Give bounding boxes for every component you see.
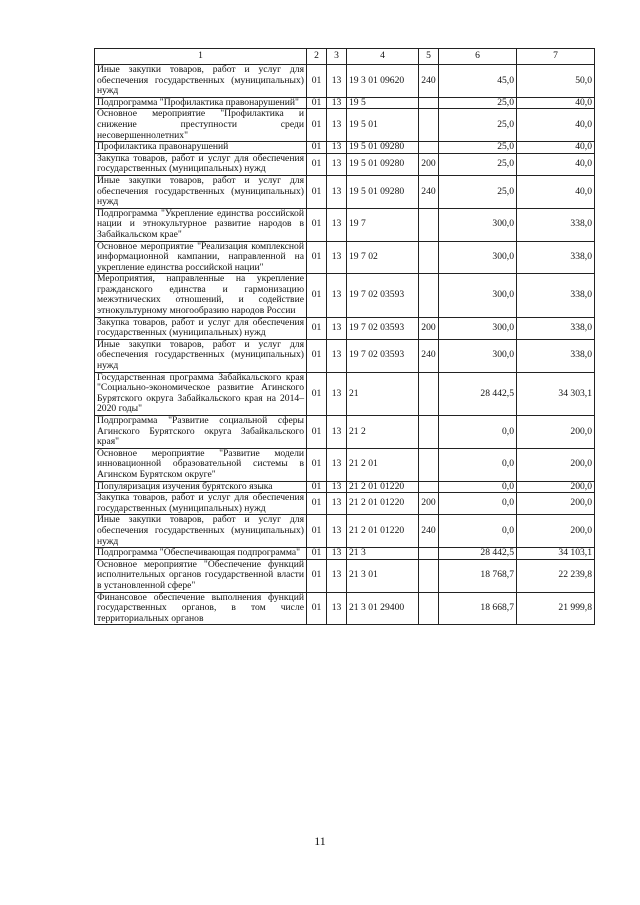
amount-col6-cell: 0,0 xyxy=(439,448,517,481)
expense-type-cell xyxy=(419,274,439,317)
row-name-cell: Популяризация изучения бурятского языка xyxy=(95,481,307,493)
row-name-cell: Подпрограмма "Обеспечивающая подпрограмма" xyxy=(95,548,307,560)
expense-type-cell xyxy=(419,481,439,493)
target-article-cell: 21 2 01 xyxy=(347,448,419,481)
section-code-cell: 01 xyxy=(307,241,327,274)
section-code-cell: 01 xyxy=(307,65,327,98)
section-code-cell: 01 xyxy=(307,493,327,515)
amount-col6-cell: 25,0 xyxy=(439,109,517,142)
amount-col6-cell: 0,0 xyxy=(439,493,517,515)
subsection-code-cell: 13 xyxy=(327,142,347,154)
subsection-code-cell: 13 xyxy=(327,448,347,481)
subsection-code-cell: 13 xyxy=(327,109,347,142)
target-article-cell: 21 3 01 29400 xyxy=(347,592,419,625)
target-article-cell: 19 5 xyxy=(347,97,419,109)
amount-col7-cell: 40,0 xyxy=(517,153,595,175)
expense-type-cell: 240 xyxy=(419,175,439,208)
amount-col7-cell: 200,0 xyxy=(517,481,595,493)
amount-col7-cell: 200,0 xyxy=(517,493,595,515)
row-name-cell: Закупка товаров, работ и услуг для обеспечения государственных (муниципальных) нужд xyxy=(95,317,307,339)
amount-col7-cell: 338,0 xyxy=(517,241,595,274)
row-name-cell: Закупка товаров, работ и услуг для обеспечения государственных (муниципальных) нужд xyxy=(95,493,307,515)
row-name-cell: Мероприятия, направленные на укрепление гражданского единства и гармонизацию межэтнических отношений, и содействие этнокультурному многообразию народов России xyxy=(95,274,307,317)
table-row xyxy=(95,416,595,449)
amount-col6-cell: 25,0 xyxy=(439,97,517,109)
amount-col7-cell: 34 303,1 xyxy=(517,372,595,415)
subsection-code-cell: 13 xyxy=(327,559,347,592)
section-code-cell: 01 xyxy=(307,208,327,241)
expense-type-cell xyxy=(419,97,439,109)
target-article-cell: 19 3 01 09620 xyxy=(347,65,419,98)
table-row xyxy=(95,153,595,175)
amount-col6-cell: 28 442,5 xyxy=(439,372,517,415)
amount-col6-cell: 0,0 xyxy=(439,481,517,493)
section-code-cell: 01 xyxy=(307,153,327,175)
section-code-cell: 01 xyxy=(307,274,327,317)
table-row xyxy=(95,274,595,317)
table-row xyxy=(95,317,595,339)
column-header: 1 xyxy=(95,49,307,65)
table-row xyxy=(95,515,595,548)
amount-col7-cell: 200,0 xyxy=(517,416,595,449)
section-code-cell: 01 xyxy=(307,592,327,625)
target-article-cell: 19 5 01 09280 xyxy=(347,175,419,208)
amount-col6-cell: 25,0 xyxy=(439,175,517,208)
section-code-cell: 01 xyxy=(307,448,327,481)
amount-col6-cell: 300,0 xyxy=(439,274,517,317)
subsection-code-cell: 13 xyxy=(327,493,347,515)
section-code-cell: 01 xyxy=(307,372,327,415)
table-body xyxy=(95,65,595,625)
subsection-code-cell: 13 xyxy=(327,241,347,274)
target-article-cell: 19 5 01 09280 xyxy=(347,153,419,175)
target-article-cell: 19 7 02 03593 xyxy=(347,317,419,339)
row-name-cell: Профилактика правонарушений xyxy=(95,142,307,154)
amount-col6-cell: 45,0 xyxy=(439,65,517,98)
subsection-code-cell: 13 xyxy=(327,65,347,98)
subsection-code-cell: 13 xyxy=(327,372,347,415)
row-name-cell: Подпрограмма "Развитие социальной сферы Агинского Бурятского округа Забайкальского края" xyxy=(95,416,307,449)
subsection-code-cell: 13 xyxy=(327,274,347,317)
table-row xyxy=(95,548,595,560)
table-row xyxy=(95,175,595,208)
expense-type-cell xyxy=(419,372,439,415)
amount-col6-cell: 28 442,5 xyxy=(439,548,517,560)
row-name-cell: Основное мероприятие "Реализация комплексной информационной кампании, направленной на укрепление единства российской нации" xyxy=(95,241,307,274)
target-article-cell: 19 7 02 03593 xyxy=(347,274,419,317)
target-article-cell: 19 7 02 xyxy=(347,241,419,274)
row-name-cell: Закупка товаров, работ и услуг для обеспечения государственных (муниципальных) нужд xyxy=(95,153,307,175)
target-article-cell: 19 7 xyxy=(347,208,419,241)
subsection-code-cell: 13 xyxy=(327,175,347,208)
subsection-code-cell: 13 xyxy=(327,339,347,372)
subsection-code-cell: 13 xyxy=(327,208,347,241)
expense-type-cell xyxy=(419,208,439,241)
amount-col7-cell: 40,0 xyxy=(517,109,595,142)
subsection-code-cell: 13 xyxy=(327,416,347,449)
table-row xyxy=(95,97,595,109)
row-name-cell: Финансовое обеспечение выполнения функций государственных органов, в том числе территориальных органов xyxy=(95,592,307,625)
subsection-code-cell: 13 xyxy=(327,592,347,625)
table-row xyxy=(95,339,595,372)
expense-type-cell: 240 xyxy=(419,339,439,372)
budget-table xyxy=(94,48,595,625)
amount-col7-cell: 200,0 xyxy=(517,448,595,481)
expense-type-cell xyxy=(419,592,439,625)
column-header: 5 xyxy=(419,49,439,65)
table-header-row xyxy=(95,49,595,65)
target-article-cell: 21 2 01 01220 xyxy=(347,493,419,515)
table-row xyxy=(95,208,595,241)
expense-type-cell xyxy=(419,416,439,449)
amount-col7-cell: 21 999,8 xyxy=(517,592,595,625)
amount-col7-cell: 40,0 xyxy=(517,175,595,208)
section-code-cell: 01 xyxy=(307,175,327,208)
amount-col7-cell: 34 103,1 xyxy=(517,548,595,560)
target-article-cell: 19 5 01 09280 xyxy=(347,142,419,154)
table-row xyxy=(95,592,595,625)
target-article-cell: 21 2 01 01220 xyxy=(347,515,419,548)
row-name-cell: Иные закупки товаров, работ и услуг для обеспечения государственных (муниципальных) нужд xyxy=(95,515,307,548)
amount-col6-cell: 25,0 xyxy=(439,153,517,175)
target-article-cell: 21 3 01 xyxy=(347,559,419,592)
amount-col7-cell: 40,0 xyxy=(517,142,595,154)
amount-col6-cell: 18 768,7 xyxy=(439,559,517,592)
amount-col6-cell: 18 668,7 xyxy=(439,592,517,625)
amount-col7-cell: 50,0 xyxy=(517,65,595,98)
table-row xyxy=(95,65,595,98)
target-article-cell: 19 5 01 xyxy=(347,109,419,142)
target-article-cell: 21 3 xyxy=(347,548,419,560)
table-row xyxy=(95,481,595,493)
subsection-code-cell: 13 xyxy=(327,481,347,493)
section-code-cell: 01 xyxy=(307,515,327,548)
section-code-cell: 01 xyxy=(307,548,327,560)
expense-type-cell: 200 xyxy=(419,493,439,515)
expense-type-cell xyxy=(419,448,439,481)
expense-type-cell xyxy=(419,548,439,560)
table-row xyxy=(95,241,595,274)
section-code-cell: 01 xyxy=(307,109,327,142)
section-code-cell: 01 xyxy=(307,97,327,109)
amount-col6-cell: 0,0 xyxy=(439,515,517,548)
row-name-cell: Подпрограмма "Укрепление единства российской нации и этнокультурное развитие народов в Забайкальском крае" xyxy=(95,208,307,241)
expense-type-cell: 200 xyxy=(419,317,439,339)
amount-col7-cell: 40,0 xyxy=(517,97,595,109)
expense-type-cell xyxy=(419,142,439,154)
row-name-cell: Государственная программа Забайкальского края "Социально-экономическое развитие Агинского Бурятского округа Забайкальского края на 2014–2020 годы" xyxy=(95,372,307,415)
expense-type-cell: 240 xyxy=(419,515,439,548)
page-number: 11 xyxy=(314,834,326,848)
row-name-cell: Подпрограмма "Профилактика правонарушений" xyxy=(95,97,307,109)
column-header: 4 xyxy=(347,49,419,65)
section-code-cell: 01 xyxy=(307,559,327,592)
column-header: 3 xyxy=(327,49,347,65)
row-name-cell: Иные закупки товаров, работ и услуг для обеспечения государственных (муниципальных) нужд xyxy=(95,339,307,372)
row-name-cell: Иные закупки товаров, работ и услуг для обеспечения государственных (муниципальных) нужд xyxy=(95,175,307,208)
column-header: 6 xyxy=(439,49,517,65)
target-article-cell: 21 xyxy=(347,372,419,415)
amount-col7-cell: 338,0 xyxy=(517,208,595,241)
amount-col6-cell: 300,0 xyxy=(439,339,517,372)
column-header: 2 xyxy=(307,49,327,65)
subsection-code-cell: 13 xyxy=(327,153,347,175)
amount-col7-cell: 200,0 xyxy=(517,515,595,548)
row-name-cell: Основное мероприятие "Развитие модели инновационной образовательной системы в Агинском Бурятском округе" xyxy=(95,448,307,481)
subsection-code-cell: 13 xyxy=(327,548,347,560)
subsection-code-cell: 13 xyxy=(327,97,347,109)
column-header: 7 xyxy=(517,49,595,65)
amount-col6-cell: 300,0 xyxy=(439,208,517,241)
section-code-cell: 01 xyxy=(307,142,327,154)
table-row xyxy=(95,559,595,592)
target-article-cell: 21 2 01 01220 xyxy=(347,481,419,493)
expense-type-cell xyxy=(419,559,439,592)
section-code-cell: 01 xyxy=(307,416,327,449)
amount-col6-cell: 300,0 xyxy=(439,241,517,274)
expense-type-cell: 200 xyxy=(419,153,439,175)
table-row xyxy=(95,372,595,415)
subsection-code-cell: 13 xyxy=(327,515,347,548)
section-code-cell: 01 xyxy=(307,481,327,493)
amount-col7-cell: 22 239,8 xyxy=(517,559,595,592)
row-name-cell: Иные закупки товаров, работ и услуг для обеспечения государственных (муниципальных) нужд xyxy=(95,65,307,98)
amount-col7-cell: 338,0 xyxy=(517,339,595,372)
expense-type-cell xyxy=(419,109,439,142)
target-article-cell: 21 2 xyxy=(347,416,419,449)
amount-col7-cell: 338,0 xyxy=(517,274,595,317)
expense-type-cell: 240 xyxy=(419,65,439,98)
amount-col6-cell: 300,0 xyxy=(439,317,517,339)
table-row xyxy=(95,493,595,515)
row-name-cell: Основное мероприятие "Обеспечение функций исполнительных органов государственной власти в установленной сфере" xyxy=(95,559,307,592)
section-code-cell: 01 xyxy=(307,317,327,339)
amount-col6-cell: 0,0 xyxy=(439,416,517,449)
table-row xyxy=(95,142,595,154)
target-article-cell: 19 7 02 03593 xyxy=(347,339,419,372)
table-row xyxy=(95,448,595,481)
section-code-cell: 01 xyxy=(307,339,327,372)
expense-type-cell xyxy=(419,241,439,274)
amount-col6-cell: 25,0 xyxy=(439,142,517,154)
amount-col7-cell: 338,0 xyxy=(517,317,595,339)
table-row xyxy=(95,109,595,142)
subsection-code-cell: 13 xyxy=(327,317,347,339)
row-name-cell: Основное мероприятие "Профилактика и снижение преступности среди несовершеннолетних" xyxy=(95,109,307,142)
